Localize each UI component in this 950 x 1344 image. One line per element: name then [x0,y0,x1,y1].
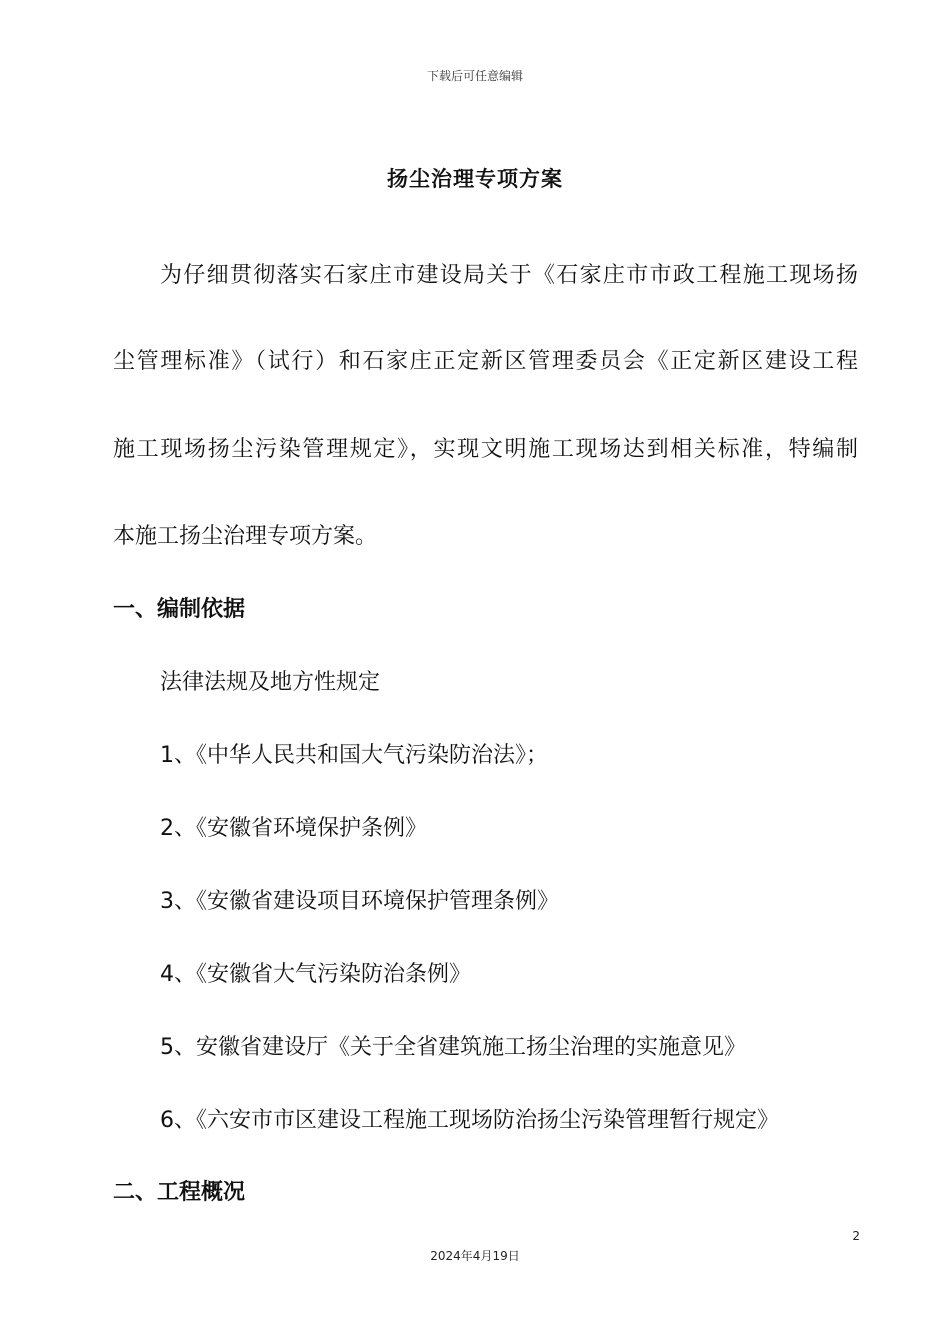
header-note: 下载后可任意编辑 [426,69,523,83]
list-item: 2、《安徽省环境保护条例》 [160,816,427,841]
list-item: 6、《六安市市区建设工程施工现场防治扬尘污染管理暂行规定》 [160,1108,779,1133]
intro-line-1: 为仔细贯彻落实石家庄市建设局关于《石家庄市市政工程施工现场扬 [160,263,858,288]
subheading-regulations: 法律法规及地方性规定 [160,670,381,695]
intro-line-3: 施工现场扬尘污染管理规定》，实现文明施工现场达到相关标准，特编制 [113,437,858,462]
intro-line-2: 尘管理标准》（试行）和石家庄正定新区管理委员会《正定新区建设工程 [113,349,858,374]
intro-line-4: 本施工扬尘治理专项方案。 [113,524,378,549]
document-title: 扬尘治理专项方案 [387,167,563,191]
list-item: 1、《中华人民共和国大气污染防治法》； [160,743,548,768]
list-item: 4、《安徽省大气污染防治条例》 [160,962,471,987]
section-heading-basis: 一、编制依据 [113,597,246,622]
page-number: 2 [852,1229,860,1243]
list-item: 3、《安徽省建设项目环境保护管理条例》 [160,889,559,914]
section-heading-overview: 二、工程概况 [113,1180,246,1205]
footer-date: 2024年4月19日 [430,1249,520,1263]
list-item: 5、安徽省建设厅《关于全省建筑施工扬尘治理的实施意见》 [160,1035,746,1060]
